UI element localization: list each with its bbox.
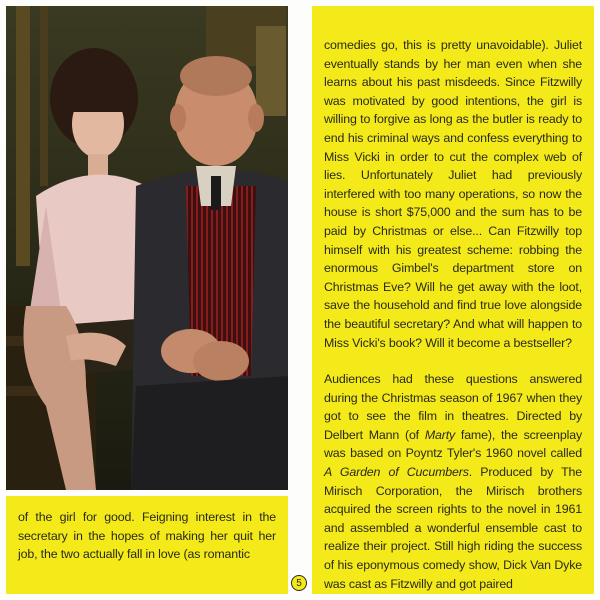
right-paragraph-1: comedies go, this is pretty unavoidable). Juliet eventually stands by her man even when she learns about his past misdeeds. Since Fitzwilly was motivated by good intentions, the girl is willing to forgive as long as the butler is ready to end his criminal ways and confess everything to Miss Vicki in order to cut the complex web of lies. Unfortunately Juliet had previously interfered with too many operations, so now the house is short $75,000 and the sum has to be paid by Christmas or else... Can Fitzwilly top himself with his greatest scheme: robbing the enormous Gimbel's department store on Christmas Eve? Will he get away with the loot, save the household and find true love alongside the beautiful secretary? And what will happen to Miss Vicki's book? Will it become a bestseller?	[324, 38, 582, 350]
right-paragraph-2	[324, 370, 582, 593]
paragraph-2-text-a: Audiences had these questions answered during the Christmas season of 1967 when they got to see the film in theatres. Directed by Delbert Mann (of	[324, 372, 582, 442]
paragraph-2-text-c: . Produced by The Mirisch Corporation, the Mirisch brothers acquired the screen rights to the novel in 1961 and assembled a wonderful ensemble cast to realize their project. Still high riding the success of his eponymous comedy show, Dick Van Dyke was cast as Fitzwilly and got paired	[324, 465, 582, 591]
left-text-box	[6, 496, 288, 594]
paragraph-2-text-b: fame), the screenplay was based on Poyntz Tyler's 1960 novel called	[324, 427, 582, 461]
film-title-marty: Marty	[424, 427, 456, 442]
left-paragraph: of the girl for good. Feigning interest in the secretary in the hopes of making her quit her job, the two actually fall in love (as romantic	[18, 510, 276, 562]
page-number-badge: 5	[291, 575, 307, 591]
film-still-photo	[6, 6, 288, 490]
right-text-box	[312, 6, 594, 594]
novel-title: A Garden of Cucumbers	[324, 465, 469, 480]
